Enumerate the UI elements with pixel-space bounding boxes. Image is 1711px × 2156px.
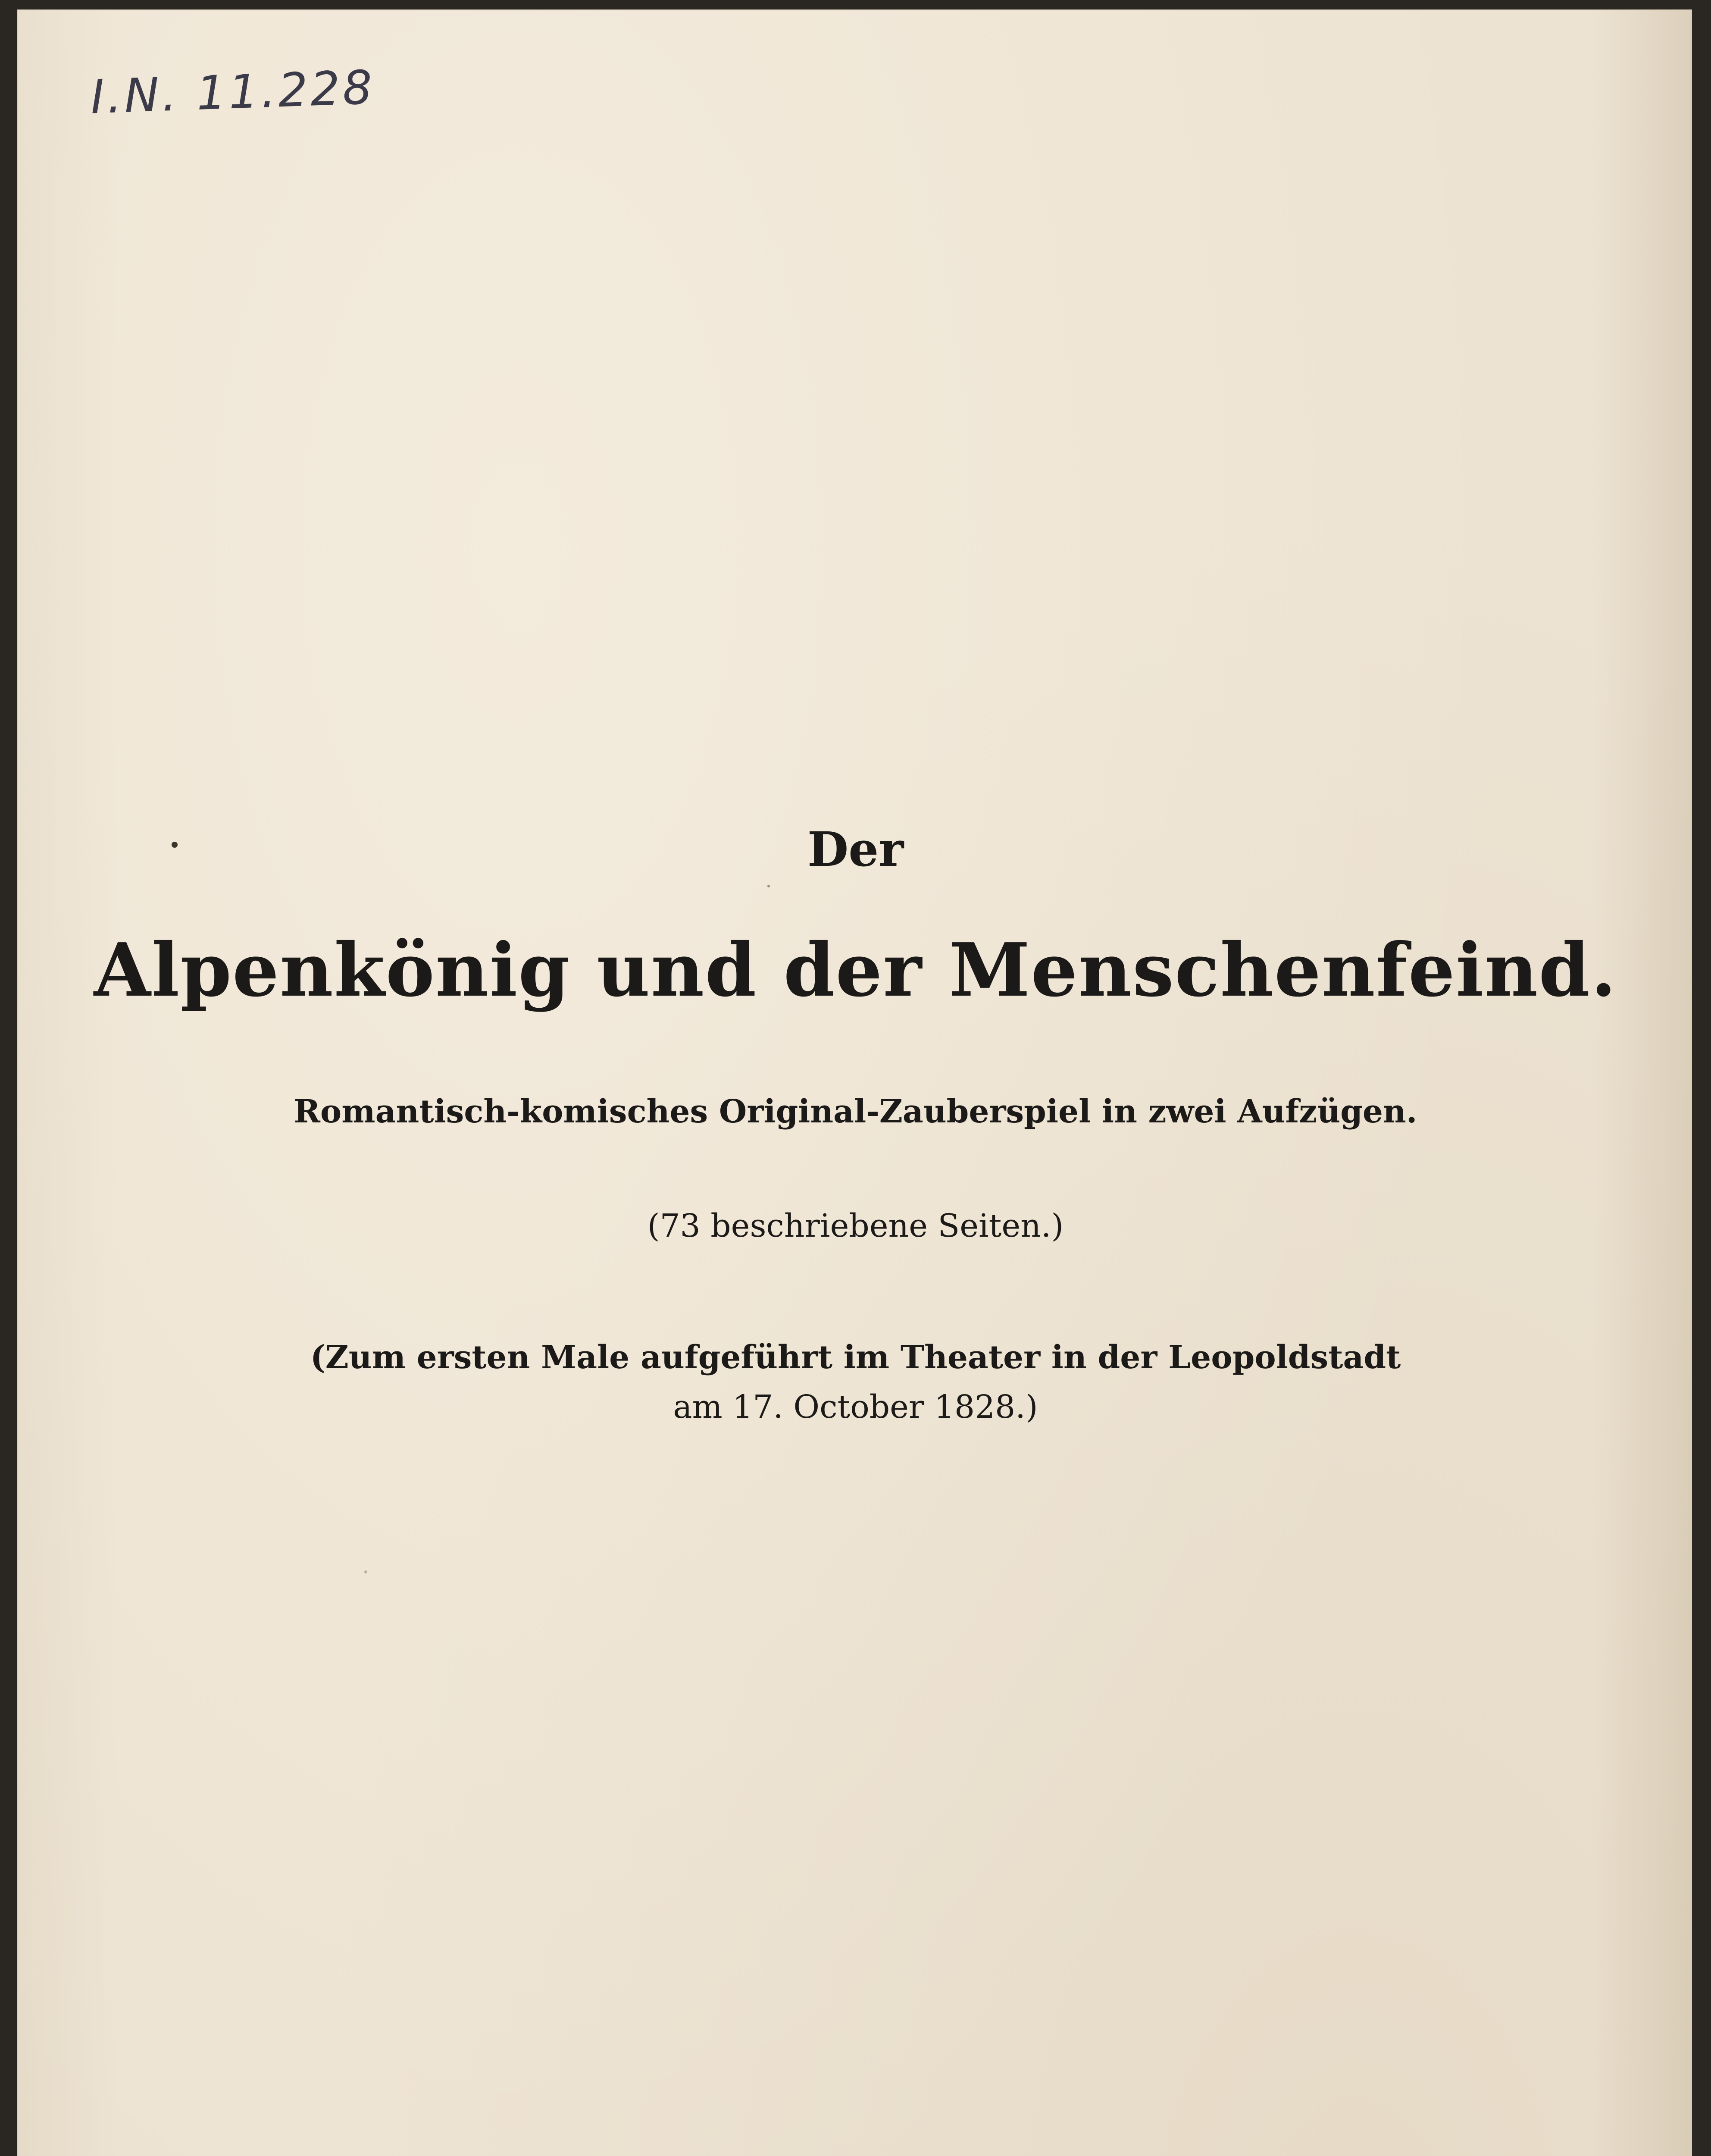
paper-sheet bbox=[17, 9, 1692, 2156]
page-title: Alpenkönig und der Menschenfeind. bbox=[94, 927, 1617, 1013]
title-der: Der bbox=[807, 821, 904, 877]
ink-speck bbox=[364, 1570, 367, 1573]
shelfmark-annotation: I.N. 11.228 bbox=[90, 60, 376, 125]
premiere-line-1: (Zum ersten Male aufgeführt im Theater in der Leopoldstadt bbox=[310, 1339, 1401, 1376]
ink-speck bbox=[767, 885, 770, 887]
pages-note: (73 beschriebene Seiten.) bbox=[647, 1207, 1064, 1244]
subtitle: Romantisch-komisches Original-Zauberspiel in zwei Aufzügen. bbox=[294, 1093, 1417, 1130]
premiere-line-2: am 17. October 1828.) bbox=[673, 1388, 1038, 1426]
